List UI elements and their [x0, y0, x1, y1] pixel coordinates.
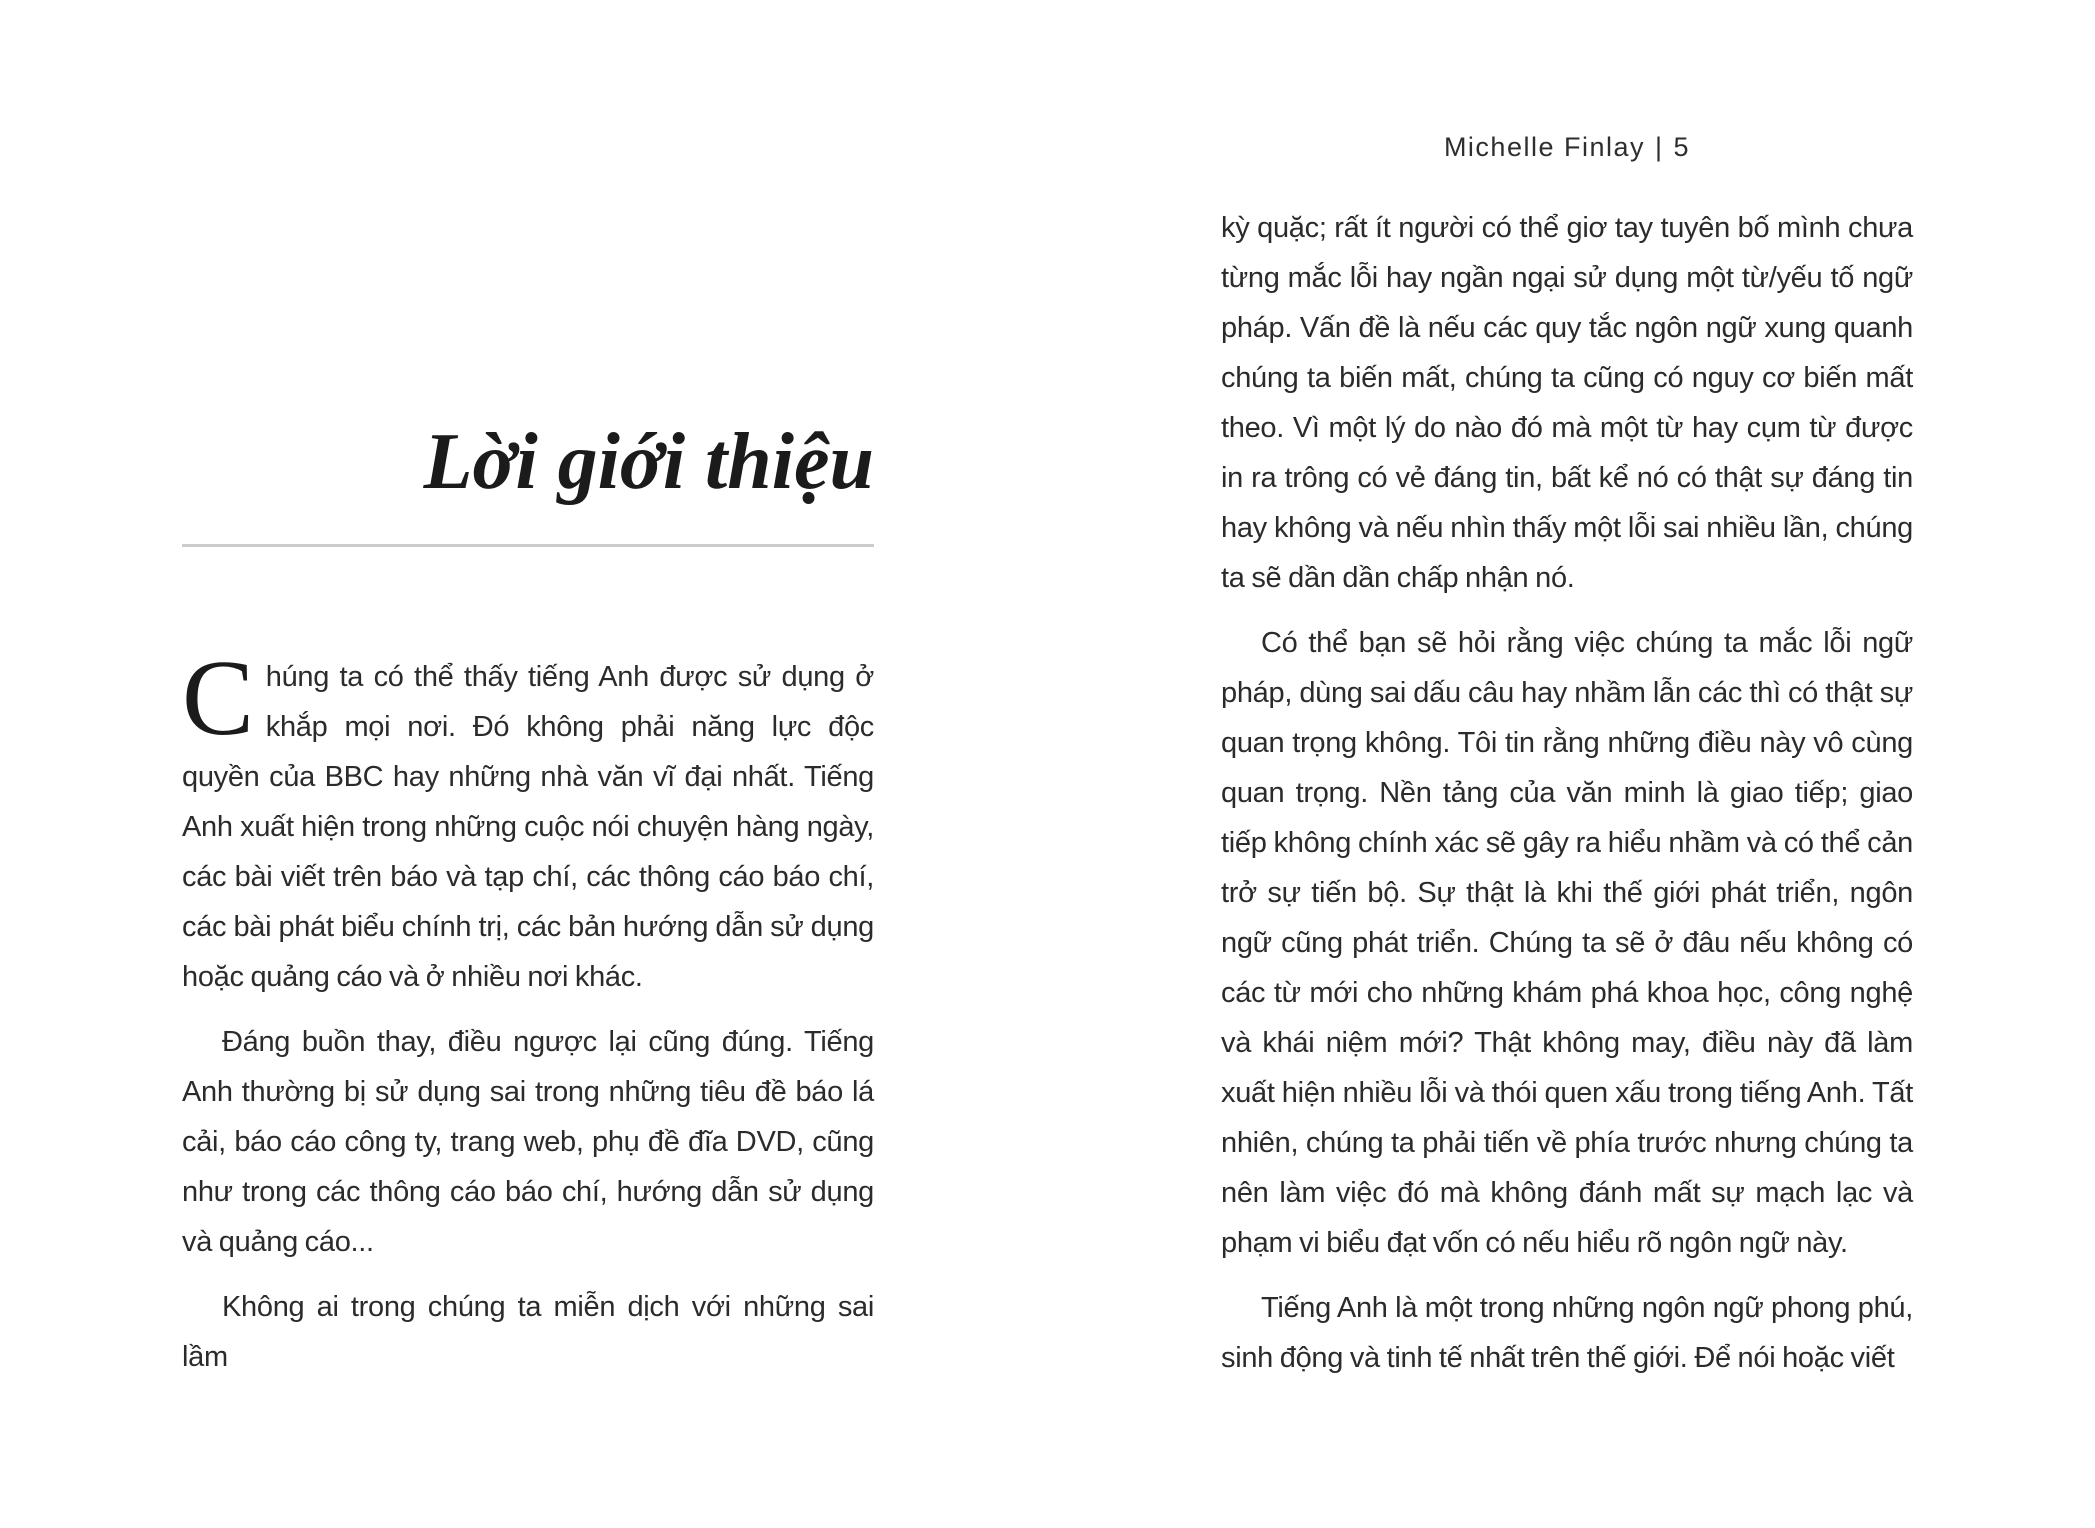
paragraph: Không ai trong chúng ta miễn dịch với những sai lầm — [182, 1291, 874, 1373]
right-page — [1221, 0, 1913, 1528]
chapter-title: Lời giới thiệu — [423, 418, 874, 506]
right-page-body — [1221, 203, 1913, 1398]
running-header — [1221, 131, 1913, 163]
paragraph: Có thể bạn sẽ hỏi rằng việc chúng ta mắc lỗi ngữ pháp, dùng sai dấu câu hay nhầm lẫn các thì có thật sự quan trọng không. Tôi tin rằng những điều này vô cùng quan trọng. Nền tảng của văn minh là giao tiếp; giao tiếp không chính xác sẽ gây ra hiểu nhầm và có thể cản trở sự tiến bộ. Sự thật là khi thế giới phát triển, ngôn ngữ cũng phát triển. Chúng ta sẽ ở đâu nếu không có các từ mới cho những khám phá khoa học, công nghệ và khái niệm mới? Thật không may, điều này đã làm xuất hiện nhiều lỗi và thói quen xấu trong tiếng Anh. Tất nhiên, chúng ta phải tiến về phía trước nhưng chúng ta nên làm việc đó mà không đánh mất sự mạch lạc và phạm vi biểu đạt vốn có nếu hiểu rõ ngôn ngữ này. — [1221, 627, 1913, 1259]
paragraph: kỳ quặc; rất ít người có thể giơ tay tuyên bố mình chưa từng mắc lỗi hay ngần ngại sử dụng một từ/yếu tố ngữ pháp. Vấn đề là nếu các quy tắc ngôn ngữ xung quanh chúng ta biến mất, chúng ta cũng có nguy cơ biến mất theo. Vì một lý do nào đó mà một từ hay cụm từ được in ra trông có vẻ đáng tin, bất kể nó có thật sự đáng tin hay không và nếu nhìn thấy một lỗi sai nhiều lần, chúng ta sẽ dần dần chấp nhận nó. — [1221, 212, 1913, 594]
running-header-page-number: 5 — [1673, 132, 1691, 162]
running-header-separator: | — [1655, 132, 1664, 162]
paragraph: Tiếng Anh là một trong những ngôn ngữ phong phú, sinh động và tinh tế nhất trên thế giới. Để nói hoặc viết — [1221, 1292, 1913, 1374]
left-page-body — [182, 639, 874, 1397]
drop-cap: C — [182, 639, 254, 758]
paragraph: Chúng ta có thể thấy tiếng Anh được sử dụng ở khắp mọi nơi. Đó không phải năng lực độc quyền của BBC hay những nhà văn vĩ đại nhất. Tiếng Anh xuất hiện trong những cuộc nói chuyện hàng ngày, các bài viết trên báo và tạp chí, các thông cáo báo chí, các bài phát biểu chính trị, các bản hướng dẫn sử dụng hoặc quảng cáo và ở nhiều nơi khác. — [182, 639, 874, 993]
left-page — [182, 0, 874, 1528]
paragraph: Đáng buồn thay, điều ngược lại cũng đúng. Tiếng Anh thường bị sử dụng sai trong những tiêu đề báo lá cải, báo cáo công ty, trang web, phụ đề đĩa DVD, cũng như trong các thông cáo báo chí, hướng dẫn sử dụng và quảng cáo... — [182, 1026, 874, 1258]
running-header-author: Michelle Finlay — [1443, 132, 1645, 162]
title-rule — [182, 544, 874, 547]
